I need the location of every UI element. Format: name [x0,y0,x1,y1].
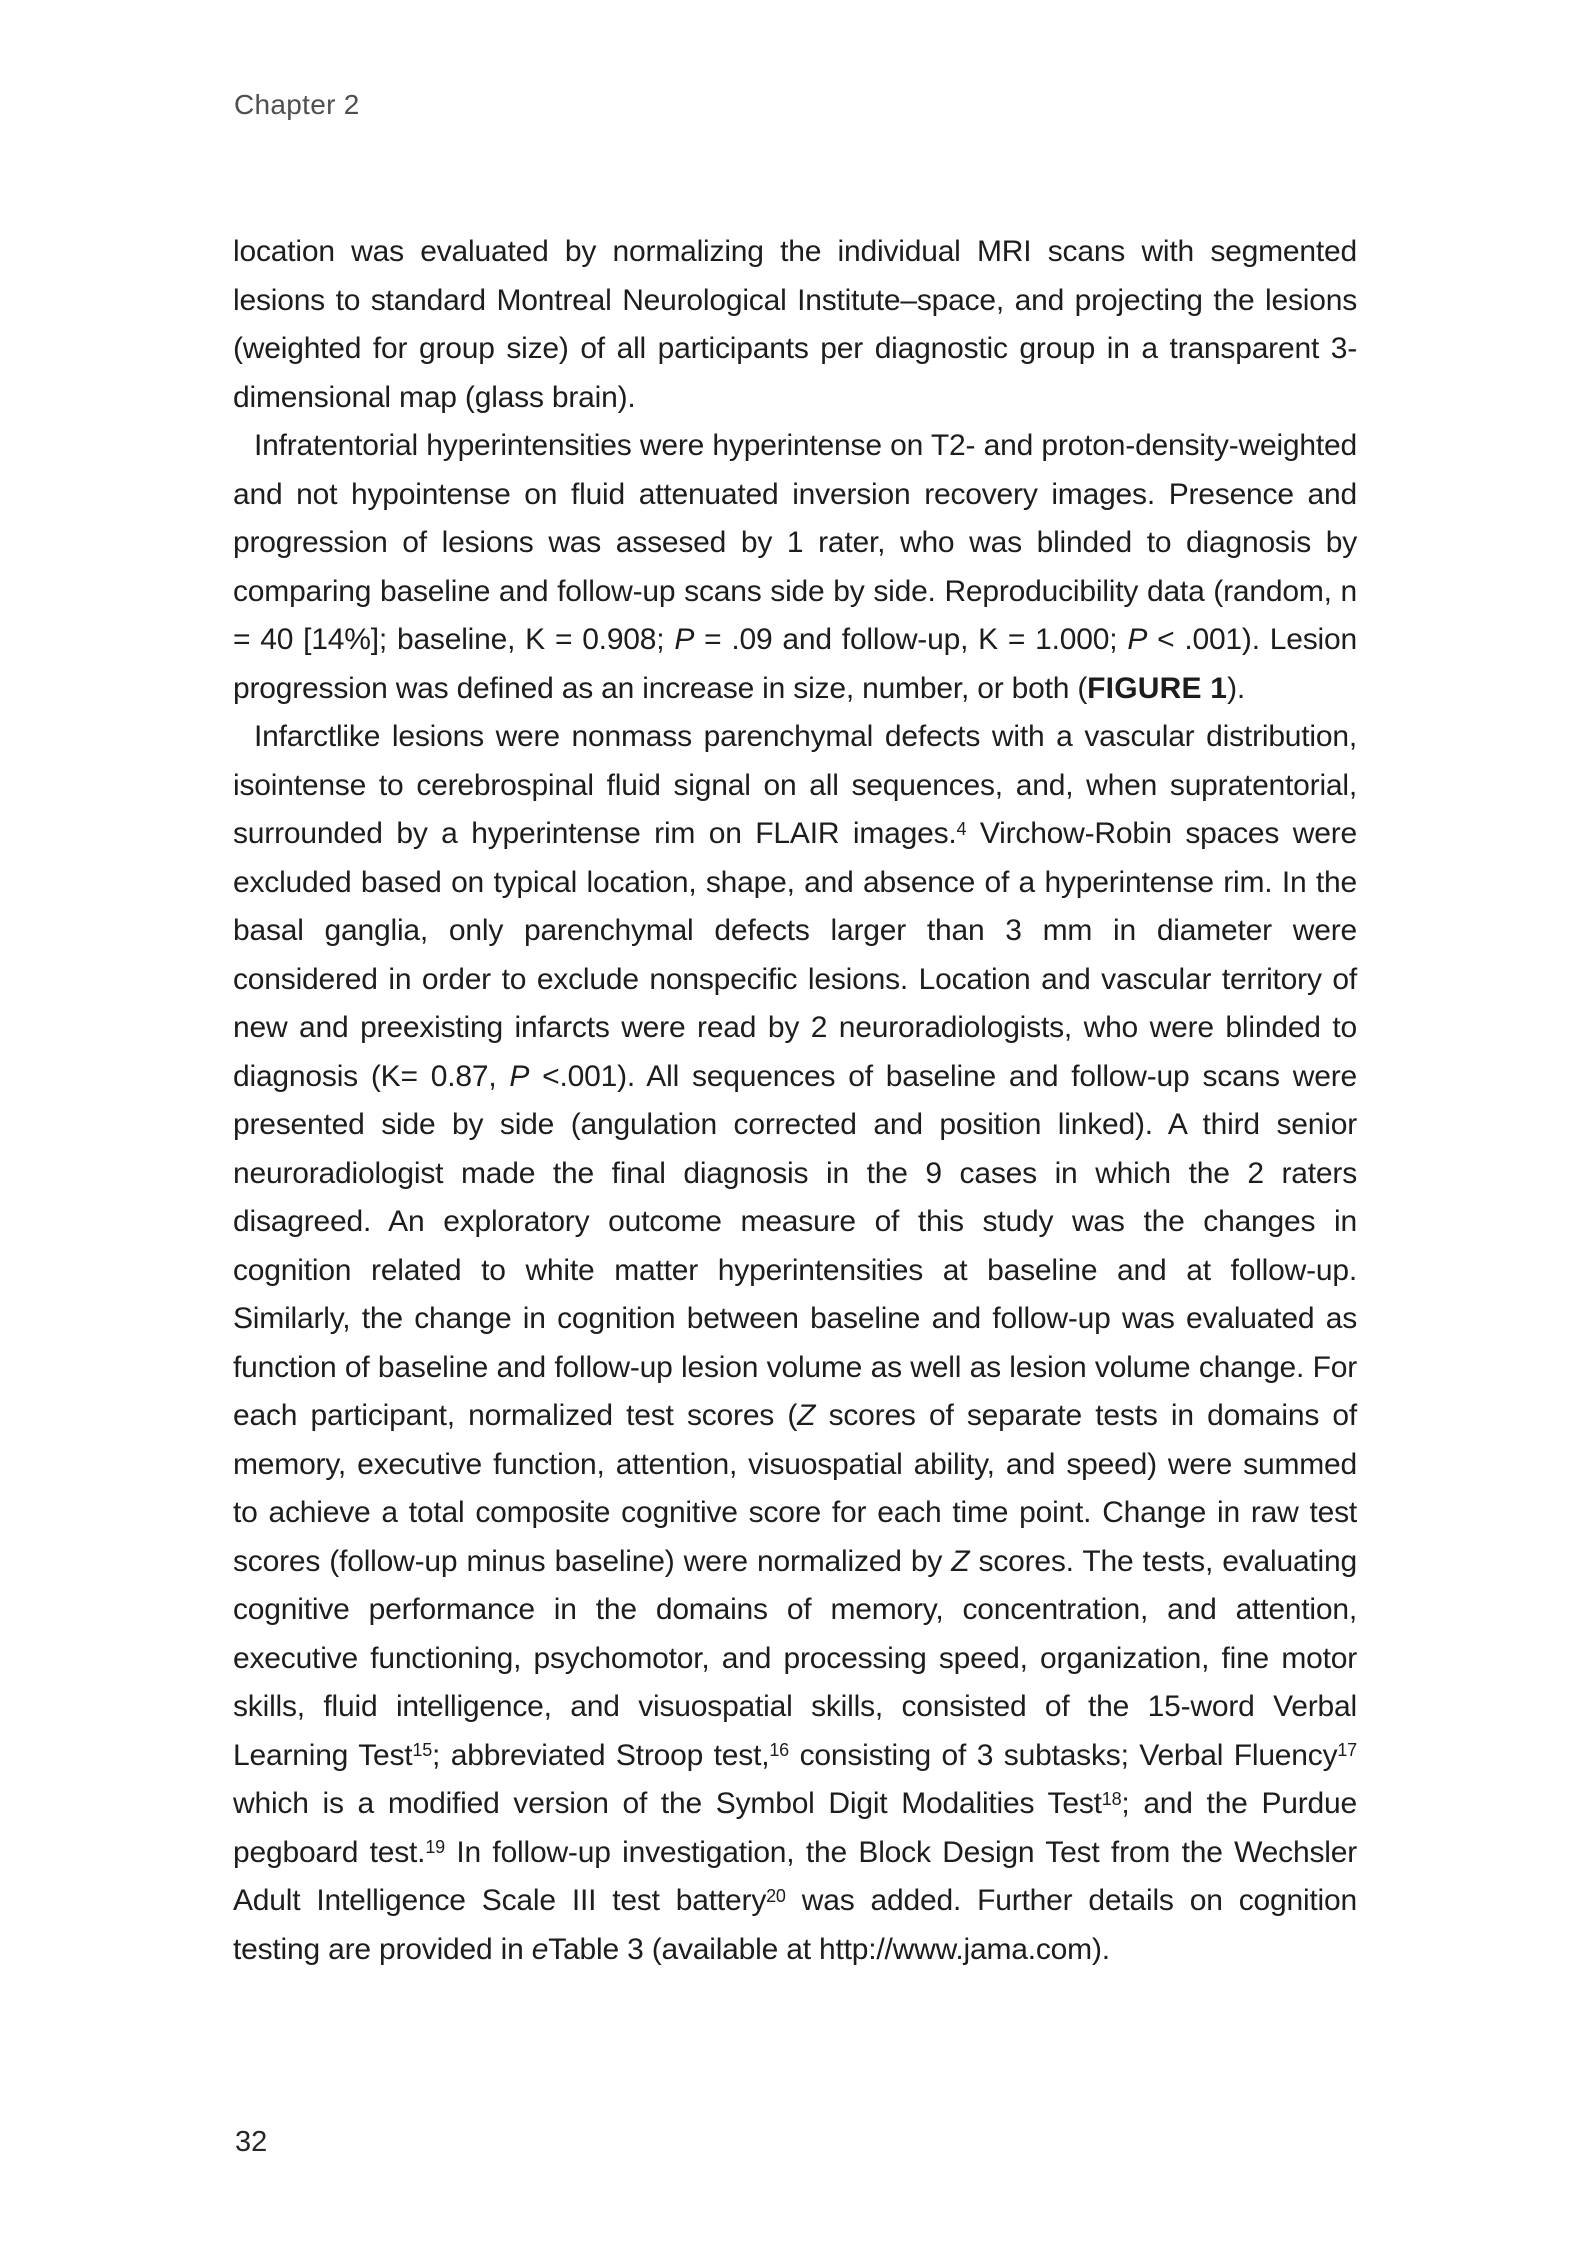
paragraph: location was evaluated by normalizing the individual MRI scans with segmented lesions to standard Montreal Neurological Institute–space, and projecting the lesions (weighted for group size) of all participants per diagnostic group in a transparent 3-dimensional map (glass brain). [233,235,1357,414]
body-text [233,228,1357,1974]
page-number: 32 [235,2126,268,2158]
paragraph: Infratentorial hyperintensities were hyperintense on T2- and proton-density-weighted and not hypointense on fluid attenuated inversion recovery images. Presence and progression of lesions was assesed by 1 rater, who was blinded to diagnosis by comparing baseline and follow-up scans side by side. Reproducibility data (random, n = 40 [14%]; baseline, K = 0.908; P = .09 and follow-up, K = 1.000; P < .001). Lesion progression was defined as an increase in size, number, or both (FIGURE 1). [233,429,1357,705]
paragraph: Infarctlike lesions were nonmass parenchymal defects with a vascular distribution, isointense to cerebrospinal fluid signal on all sequences, and, when supratentorial, surrounded by a hyperintense rim on FLAIR images.$^4$ Virchow-Robin spaces were excluded based on typical location, shape, and absence of a hyperintense rim. In the basal ganglia, only parenchymal defects larger than 3 mm in diameter were considered in order to exclude nonspecific lesions. Location and vascular territory of new and preexisting infarcts were read by 2 neuroradiologists, who were blinded to diagnosis (K= 0.87, P <.001). All sequences of baseline and follow-up scans were presented side by side (angulation corrected and position linked). A third senior neuroradiologist made the final diagnosis in the 9 cases in which the 2 raters disagreed. An exploratory outcome measure of this study was the changes in cognition related to white matter hyperintensities at baseline and at follow-up. Similarly, the change in cognition between baseline and follow-up was evaluated as function of baseline and follow-up lesion volume as well as lesion volume change. For each participant, normalized test scores (Z scores of separate tests in domains of memory, executive function, attention, visuospatial ability, and speed) were summed to achieve a total composite cognitive score for each time point. Change in raw test scores (follow-up minus baseline) were normalized by Z scores. The tests, evaluating cognitive performance in the domains of memory, concentration, and attention, executive functioning, psychomotor, and processing speed, organization, fine motor skills, fluid intelligence, and visuospatial skills, consisted of the 15-word Verbal Learning Test$^{15}$; abbreviated Stroop test,$^{16}$ consisting of 3 subtasks; Verbal Fluency$^{17}$ which is a modified version of the Symbol Digit Modalities Test$^{18}$; and the Purdue pegboard test.$^{19}$ In follow-up investigation, the Block Design Test from the Wechsler Adult Intelligence Scale III test battery$^{20}$ was added. Further details on cognition testing are provided in eTable 3 (available at http://www.jama.com). [233,720,1358,1966]
running-header: Chapter 2 [234,89,360,120]
